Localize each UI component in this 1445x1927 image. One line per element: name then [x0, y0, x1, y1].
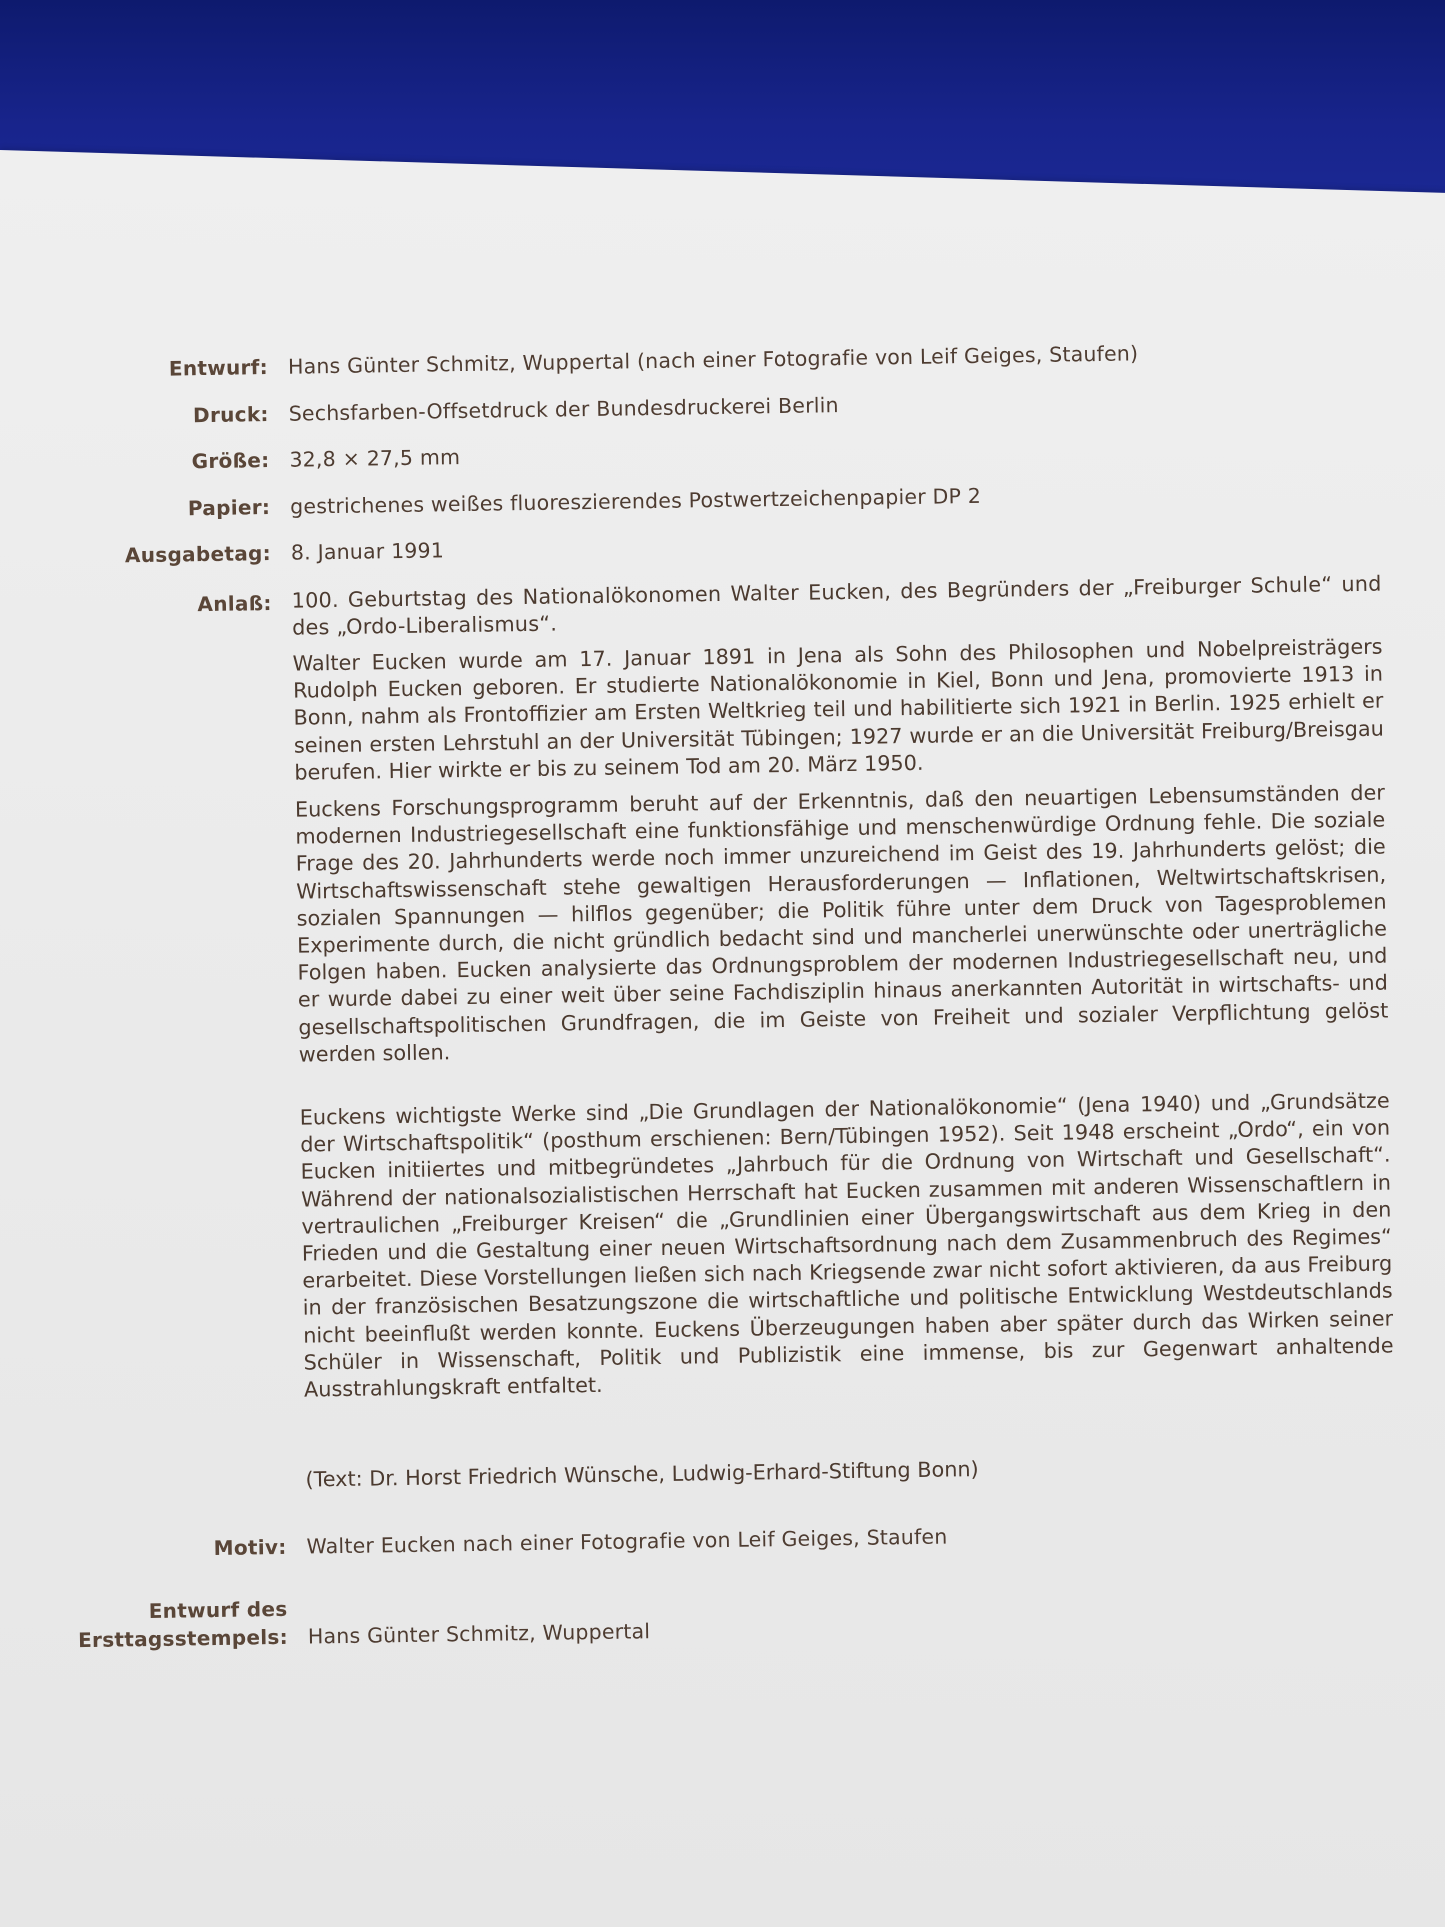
label-entwurf: Entwurf:	[168, 355, 269, 381]
anlass-paragraph-2: Walter Eucken wurde am 17. Januar 1891 in Jena als Sohn des Philosophen und Nobelpreisträgers Rudolph Eucken geboren. Er studierte Nationalökonomie in Kiel, Bonn und Jena, promovierte 1913 in Bonn, nahm als Frontoffizier am Ersten Weltkrieg teil und habilitierte sich 1921 in Berlin. 1925 erhielt er seinen ersten Lehrstuhl an der Universität Tübingen; 1927 wurde er an die Universität Freiburg/Breisgau berufen. Hier wirkte er bis zu seinem Tod am 20. März 1950.	[292, 634, 1385, 785]
label-ausgabetag: Ausgabetag:	[124, 541, 272, 568]
anlass-credit: (Text: Dr. Horst Friedrich Wünsche, Ludwig-Erhard-Stiftung Bonn)	[305, 1456, 979, 1492]
label-anlass: Anlaß:	[197, 590, 272, 617]
label-ersttagsstempel-line2: Ersttagsstempels:	[77, 1624, 289, 1653]
label-ersttagsstempel-line1: Entwurf des	[148, 1596, 288, 1624]
value-ersttagsstempel: Hans Günter Schmitz, Wuppertal	[307, 1619, 651, 1649]
value-motiv: Walter Eucken nach einer Fotografie von Leif Geiges, Staufen	[306, 1524, 948, 1559]
value-druck: Sechsfarben-Offsetdruck der Bundesdruckerei Berlin	[288, 393, 839, 426]
label-motiv: Motiv:	[213, 1534, 287, 1561]
label-papier: Papier:	[187, 495, 271, 521]
anlass-paragraph-4: Euckens wichtigste Werke sind „Die Grundlagen der Nationalökonomie“ (Jena 1940) und „Grundsätze der Wirtschaftspolitik“ (posthum erschienen: Bern/Tübingen 1952). Seit 1948 erscheint „Ordo“, ein von Eucken initiiertes und mitbegründetes „Jahrbuch für die Ordnung von Wirtschaft und Gesellschaft“. Während der nationalsozialistischen Herrschaft hat Eucken zusammen mit anderen Wissenschaftlern in vertraulichen „Freiburger Kreisen“ die „Grundlinien einer Übergangswirtschaft aus dem Krieg in den Frieden und die Gestaltung einer neuen Wirtschaftsordnung nach dem Zusammenbruch des Regimes“ erarbeitet. Diese Vorstellungen ließen sich nach Kriegsende zwar nicht sofort aktivieren, da aus Freiburg in der französischen Besatzungszone die wirtschaftliche und politische Entwicklung Westdeutschlands nicht beeinflußt werden konnte. Euckens Überzeugungen haben aber später durch das Wirken seiner Schüler in Wissenschaft, Politik und Publizistik eine immense, bis zur Gegenwart anhaltende Ausstrahlungskraft entfaltet.	[299, 1088, 1394, 1402]
value-entwurf: Hans Günter Schmitz, Wuppertal (nach einer Fotografie von Leif Geiges, Staufen)	[287, 341, 1139, 379]
label-groesse: Größe:	[191, 448, 270, 474]
anlass-paragraph-1: 100. Geburtstag des Nationalökonomen Walter Eucken, des Begründers der „Freiburger Schule“ und des „Ordo-Liberalismus“.	[291, 571, 1382, 640]
label-druck: Druck:	[192, 402, 269, 428]
value-papier: gestrichenes weißes fluoreszierendes Postwertzeichenpapier DP 2	[290, 483, 982, 519]
value-groesse: 32,8 × 27,5 mm	[289, 445, 461, 472]
anlass-paragraph-3: Euckens Forschungsprogramm beruht auf der Erkenntnis, daß den neuartigen Lebensumständen der modernen Industriegesellschaft eine funktionsfähige und menschenwürdige Ordnung fehle. Die soziale Frage des 20. Jahrhunderts werde noch immer unzureichend im Geist des 19. Jahrhunderts gelöst; die Wirtschaftswissenschaft stehe gewaltigen Herausforderungen — Inflationen, Weltwirtschaftskrisen, sozialen Spannungen — hilflos gegenüber; die Politik führe unter dem Druck von Tagesproblemen Experimente durch, die nicht gründlich bedacht sind und mancherlei unerwünschte oder unerträgliche Folgen haben. Eucken analysierte das Ordnungsproblem der modernen Industriegesellschaft neu, und er wurde dabei zu einer weit über seine Fachdisziplin hinaus anerkannten Autorität in wirtschafts- und gesellschaftspolitischen Grundfragen, die im Geiste von Freiheit und sozialer Verpflichtung gelöst werden sollen.	[294, 780, 1389, 1067]
value-ausgabetag: 8. Januar 1991	[290, 538, 445, 565]
